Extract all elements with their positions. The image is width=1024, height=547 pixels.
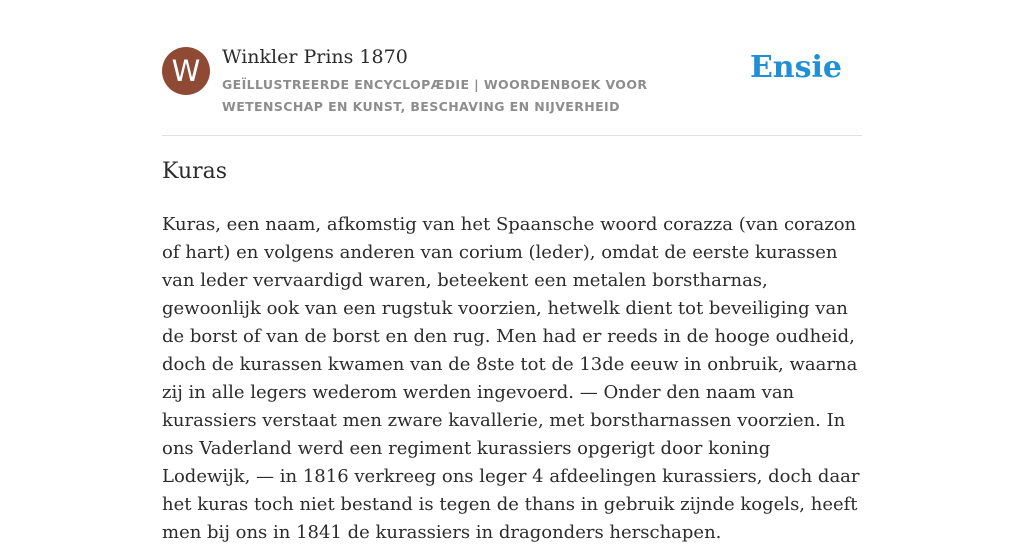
ensie-logo[interactable]: Ensie	[749, 50, 842, 85]
source-avatar[interactable]: W	[162, 47, 210, 95]
source-title[interactable]: Winkler Prins 1870	[222, 46, 408, 68]
entry-body: Kuras, een naam, afkomstig van het Spaansche woord corazza (van corazon of hart) en volgens anderen van corium (leder), omdat de eerste kurassen van leder vervaardigd waren, beteekent een metalen borstharnas, gewoonlijk ook van een rugstuk voorzien, hetwelk dient tot beveiliging van de borst of van de borst en den rug. Men had er reeds in de hooge oudheid, doch de kurassen kwamen van de 8ste tot de 13de eeuw in onbruik, waarna zij in alle legers wederom werden ingevoerd. — Onder den naam van kurassiers verstaat men zware kavallerie, met borstharnassen voorzien. In ons Vaderland werd een regiment kurassiers opgerigt door koning Lodewijk, — in 1816 verkreeg ons leger 4 afdeelingen kurassiers, doch daar het kuras toch niet bestand is tegen de thans in gebruik zijnde kogels, heeft men bij ons in 1841 de kurassiers in dragonders herschapen.	[162, 214, 860, 543]
source-header	[162, 44, 862, 135]
source-subtitle: GEÏLLUSTREERDE ENCYCLOPÆDIE | WOORDENBOEK VOOR WETENSCHAP EN KUNST, BESCHAVING EN NIJVERHEID	[222, 77, 648, 114]
entry-title: Kuras	[162, 159, 228, 184]
header-divider	[162, 135, 862, 136]
